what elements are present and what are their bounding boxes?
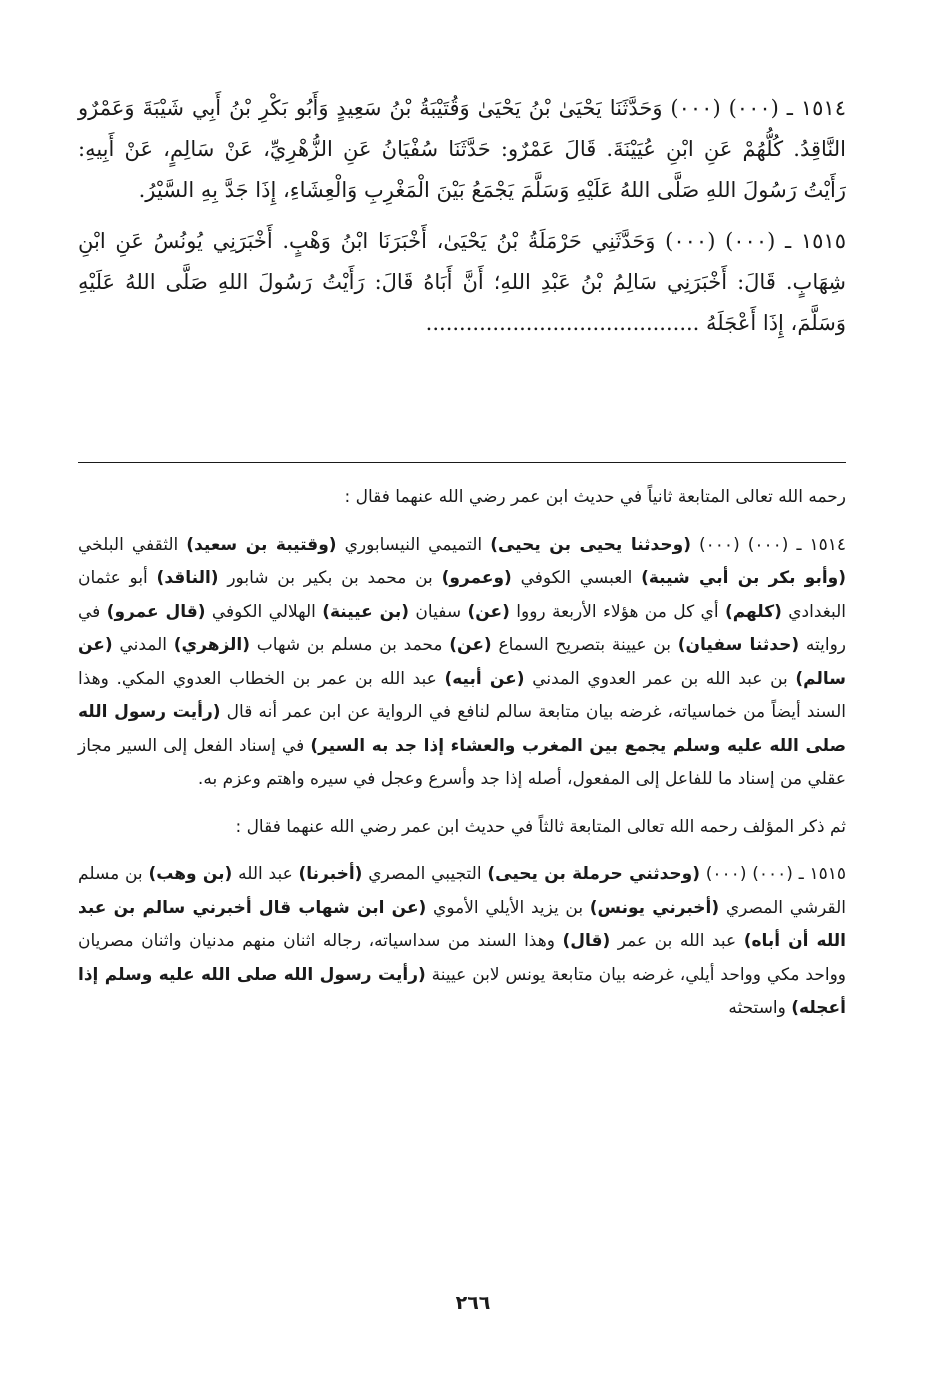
commentary-text: المدني <box>112 635 174 655</box>
commentary-text: بن عيينة بتصريح السماع <box>491 635 678 655</box>
commentary-text: في روايته <box>78 601 847 655</box>
commentary-1515 <box>78 858 846 1026</box>
bold-quote: (وأبو بكر بن أبي شيبة) <box>641 568 846 588</box>
bold-quote: (قال) <box>562 931 611 951</box>
commentary-text: في إسناد الفعل إلى السير مجاز عقلي من إسناد ما للفاعل إلى المفعول، أصله إذا جد وأسرع وعجل في سيره واهتم وعزم به. <box>78 735 846 789</box>
commentary-text: سفيان <box>409 601 468 622</box>
commentary-text: ١٥١٥ ـ (٠٠٠) (٠٠٠) <box>700 864 846 884</box>
bold-quote: (كلهم) <box>724 601 782 622</box>
bold-quote: (حدثنا سفيان) <box>677 635 800 655</box>
commentary-intro-2: ثم ذكر المؤلف رحمه الله تعالى المتابعة ثالثاً في حديث ابن عمر رضي الله عنهما فقال : <box>235 816 846 837</box>
ellipsis-dots: ......................................... <box>425 311 700 335</box>
hadith-1515 <box>78 221 846 344</box>
page-number: ٢٦٦ <box>455 1292 491 1314</box>
footnote-divider <box>78 462 846 463</box>
hadith-1515-text: ١٥١٥ ـ (٠٠٠) (٠٠٠) وَحَدَّثَنِي حَرْمَلَةُ بْنُ يَحْيَىٰ، أَخْبَرَنَا ابْنُ وَهْبٍ. أَخْبَرَنِي يُونُسُ عَنِ ابْنِ شِهَابٍ. قَالَ: أَخْبَرَنِي سَالِمُ بْنُ عَبْدِ اللهِ؛ أَنَّ أَبَاهُ قَالَ: رَأَيْتُ رَسُولَ اللهِ صَلَّى اللهُ عَلَيْهِ وَسَلَّمَ، إِذَا أَعْجَلَهُ <box>78 229 846 335</box>
commentary-text: بن يزيد الأيلي الأموي <box>426 897 590 918</box>
bold-quote: (عن) <box>467 601 510 622</box>
bold-quote: (رأيت رسول الله صلى الله عليه وسلم إذا أعجله) <box>78 964 846 1018</box>
commentary-text: واستحثه <box>728 998 792 1018</box>
commentary-text: الثقفي البلخي <box>78 534 187 555</box>
commentary-text: أبو عثمان البغدادي <box>78 568 846 622</box>
bold-quote: (وحدثنا يحيى بن يحيى) <box>490 534 691 555</box>
bold-quote: (رأيت رسول الله صلى الله عليه وسلم يجمع بين المغرب والعشاء إذا جد به السير) <box>78 702 847 756</box>
commentary-intro-1: رحمه الله تعالى المتابعة ثانياً في حديث ابن عمر رضي الله عنهما فقال : <box>344 487 846 507</box>
bold-quote: (قال عمرو) <box>106 601 206 622</box>
commentary-text: عبد الله <box>232 864 299 884</box>
commentary-text: وهذا السند من سداسياته، رجاله اثنان منهم مدنيان واثنان مصريان وواحد مكي وواحد أيلي، غرضه بيان متابعة يونس لابن عيينة <box>78 931 846 985</box>
bold-quote: (عن) <box>449 635 492 655</box>
commentary-text: الهلالي الكوفي <box>205 601 323 622</box>
commentary-text: التجيبي المصري <box>362 864 488 884</box>
bold-quote: (عن أبيه) <box>444 668 525 689</box>
bold-quote: (وعمرو) <box>441 568 512 588</box>
bold-quote: (وحدثني حرملة بن يحيى) <box>487 864 700 884</box>
commentary-text: بن محمد بن بكير بن شابور <box>218 568 442 588</box>
bold-quote: (الناقد) <box>156 568 219 588</box>
bold-quote: (وقتيبة بن سعيد) <box>186 534 337 555</box>
commentary-text: ١٥١٤ ـ (٠٠٠) (٠٠٠) <box>690 534 847 555</box>
bold-quote: (بن وهب) <box>148 864 233 884</box>
commentary-block <box>78 481 846 1040</box>
hadith-text-block <box>78 88 846 354</box>
bold-quote: (عن سالم) <box>78 635 846 689</box>
commentary-text: عبد الله بن عمر بن الخطاب العدوي المكي. وهذا السند أيضاً من خماسياته، غرضه بيان متابعة سالم لنافع في الرواية عن ابن عمر أنه قال <box>78 668 846 722</box>
bold-quote: (عن ابن شهاب قال أخبرني سالم بن عبد الله أن أباه) <box>78 897 846 951</box>
commentary-text: محمد بن مسلم بن شهاب <box>250 635 450 655</box>
hadith-1514: ١٥١٤ ـ (٠٠٠) (٠٠٠) وَحَدَّثَنَا يَحْيَىٰ بْنُ يَحْيَىٰ وَقُتَيْبَةُ بْنُ سَعِيدٍ وَأَبُو بَكْرِ بْنُ أَبِي شَيْبَةَ وَعَمْرٌو النَّاقِدُ. كُلُّهُمْ عَنِ ابْنِ عُيَيْنَةَ. قَالَ عَمْرٌو: حَدَّثَنَا سُفْيَانُ عَنِ الزُّهْرِيِّ، عَنْ سَالِمٍ، عَنْ أَبِيهِ: رَأَيْتُ رَسُولَ اللهِ صَلَّى اللهُ عَلَيْهِ وَسَلَّمَ يَجْمَعُ بَيْنَ الْمَغْرِبِ وَالْعِشَاءِ، إِذَا جَدَّ بِهِ السَّيْرُ. <box>78 96 846 202</box>
commentary-text: بن عبد الله بن عمر العدوي المدني <box>524 668 796 689</box>
bold-quote: (بن عيينة) <box>322 601 410 622</box>
bold-quote: (أخبرني يونس) <box>589 897 720 918</box>
bold-quote: (الزهري) <box>173 635 251 655</box>
commentary-text: العبسي الكوفي <box>511 568 642 588</box>
commentary-text: التميمي النيسابوري <box>336 534 491 555</box>
commentary-text: أي كل من هؤلاء الأربعة رووا <box>509 601 725 622</box>
commentary-1514 <box>78 529 846 797</box>
bold-quote: (أخبرنا) <box>298 864 363 884</box>
commentary-text: بن مسلم القرشي المصري <box>78 864 846 918</box>
commentary-text: عبد الله بن عمر <box>610 931 744 951</box>
